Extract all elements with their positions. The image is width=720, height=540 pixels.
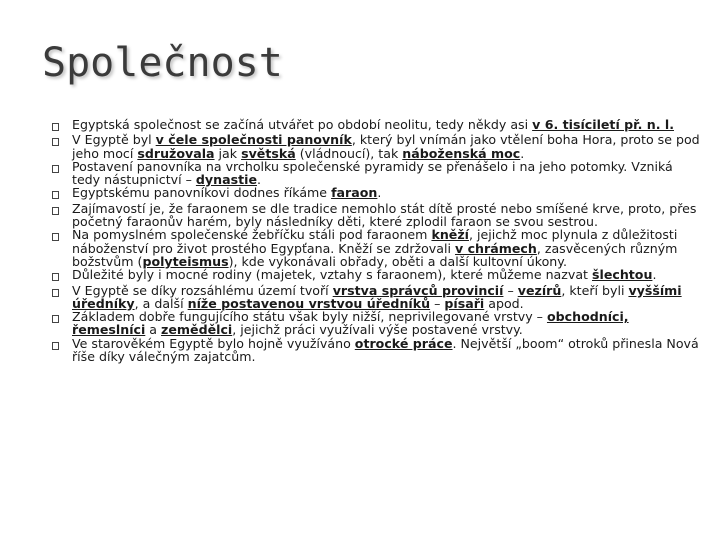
bullet-icon (52, 228, 72, 243)
text-segment: apod. (484, 295, 524, 311)
list-item (52, 268, 704, 283)
text-segment: . (256, 172, 261, 188)
emphasis-text: vezírů (517, 282, 562, 298)
bullet-icon (52, 310, 72, 325)
emphasis-text: dynastie (195, 172, 257, 188)
emphasis-text: polyteismus (142, 253, 229, 269)
emphasis-text: kněží (431, 227, 469, 243)
list-item-text (72, 160, 704, 187)
emphasis-text: v 6. tisíciletí př. n. l. (532, 117, 674, 132)
text-segment: , zasvěcených různým božstvům ( (72, 240, 678, 269)
text-segment: Na pomyslném společenské žebříčku stáli pod faraonem (72, 227, 432, 243)
text-segment: (vládnoucí), tak (295, 145, 403, 161)
emphasis-text: šlechtou (592, 267, 653, 283)
text-segment: jak (214, 145, 242, 161)
bullet-icon (52, 118, 72, 133)
emphasis-text: světská (241, 145, 296, 161)
list-item-text (72, 186, 704, 199)
text-segment: Základem dobře fungujícího státu však byly nižší, neprivilegované vrstvy – (72, 309, 547, 325)
text-segment: Ve starověkém Egyptě bylo hojně využíváno (72, 335, 355, 351)
emphasis-text: vrstva správců provincií (332, 282, 504, 298)
list-item (52, 202, 704, 229)
bullet-list (52, 118, 704, 363)
text-segment: , a další (134, 295, 188, 311)
bullet-icon (52, 202, 72, 217)
text-segment: a (145, 322, 162, 338)
emphasis-text: faraon (331, 185, 378, 201)
emphasis-text: sdružovala (137, 145, 215, 161)
page-title: Společnost (42, 40, 283, 86)
list-item (52, 337, 704, 364)
list-item (52, 284, 704, 311)
text-segment: Egyptskému panovníkovi dodnes říkáme (72, 185, 332, 201)
emphasis-text: níže postavenou vrstvou úředníků (187, 295, 431, 311)
text-segment: Důležité byly i mocné rodiny (majetek, vztahy s faraonem), které můžeme nazvat (72, 267, 592, 283)
text-segment: ), kde vykonávali obřady, oběti a další kultovní úkony. (228, 253, 567, 269)
text-segment: – (430, 295, 445, 311)
list-item (52, 228, 704, 268)
text-segment: . (520, 145, 525, 161)
bullet-icon (52, 337, 72, 352)
text-segment: – (503, 282, 518, 298)
bullet-icon (52, 133, 72, 148)
text-segment: , kteří byli (561, 282, 629, 298)
text-segment: , jejichž práci využívali výše postavené vrstvy. (232, 322, 523, 338)
text-segment: , jejichž moc plynula z důležitosti náboženství pro život prostého Egypťana. Kněží se zdržovali (72, 227, 678, 256)
bullet-icon (52, 160, 72, 175)
text-segment: . (652, 267, 657, 283)
list-item-text (72, 133, 704, 160)
emphasis-text: písaři (444, 295, 485, 311)
list-item-text (72, 202, 704, 229)
emphasis-text: v chrámech (454, 240, 537, 256)
emphasis-text: zemědělci (161, 322, 233, 338)
text-segment: , který byl vnímán jako vtělení boha Hora, proto se pod jeho mocí (72, 132, 700, 161)
text-segment: . Největší „boom“ otroků přinesla Nová říše díky válečným zajatcům. (72, 335, 699, 365)
emphasis-text: vyššími úředníky (72, 282, 682, 311)
bullet-icon (52, 268, 72, 283)
list-item-text (72, 284, 704, 311)
emphasis-text: obchodníci, řemeslníci (72, 309, 629, 338)
list-item-text (72, 118, 704, 131)
bullet-icon (52, 186, 72, 201)
text-segment: Postavení panovníka na vrcholku společenské pyramidy se přenášelo i na jeho potomky. Vzniká tedy nástupnictví – (72, 158, 673, 188)
list-item (52, 160, 704, 187)
text-segment: V Egyptě byl (72, 132, 156, 148)
emphasis-text: náboženská moc (402, 145, 521, 161)
list-item-text (72, 310, 704, 337)
emphasis-text: v čele společnosti panovník (155, 132, 352, 148)
list-item-text (72, 337, 704, 364)
text-segment: Egyptská společnost se začíná utvářet po období neolitu, tedy někdy asi (72, 117, 533, 132)
text-segment: Zajímavostí je, že faraonem se dle tradice nemohlo stát dítě prosté nebo smíšené krve, proto, přes početný faraonův harém, byly následníky děti, které zplodil faraon se svou sestrou. (72, 200, 697, 230)
text-segment: . (377, 185, 382, 201)
list-item (52, 186, 704, 201)
list-item (52, 133, 704, 160)
list-item-text (72, 268, 704, 281)
list-item (52, 118, 704, 133)
bullet-icon (52, 284, 72, 299)
emphasis-text: otrocké práce (354, 335, 453, 351)
list-item-text (72, 228, 704, 268)
list-item (52, 310, 704, 337)
text-segment: V Egyptě se díky rozsáhlému území tvoří (72, 282, 333, 298)
